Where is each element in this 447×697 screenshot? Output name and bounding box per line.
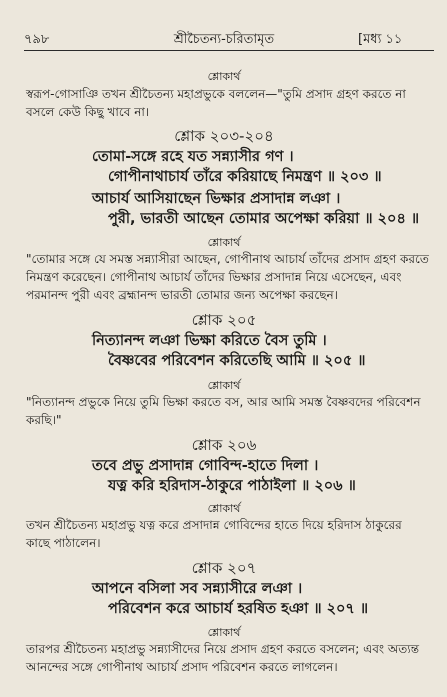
verse-title: শ্লোক ২০৩-২০৪ (174, 127, 274, 145)
verse-line: বৈষ্ণবের পরিবেশন করিতেছি আমি ॥ ২০৫ ॥ (108, 353, 366, 369)
translation-label: শ্লোকার্থ (207, 502, 241, 515)
translation-line: নিমন্ত্রণ করেছেন। গোপীনাথ আচার্য তাঁদের ভিক্ষার প্রসাদান্ন নিয়ে এসেছেন, এবং (26, 270, 402, 284)
translation-line: কাছে পাঠালেন। (26, 536, 101, 550)
translation-line: তখন শ্রীচৈতন্য মহাপ্রভু যত্ন করে প্রসাদান্ন গোবিন্দের হাতে দিয়ে হরিদাস ঠাকুরের (26, 518, 402, 532)
translation-line: স্বরূপ-গোসাঞি তখন শ্রীচৈতন্য মহাপ্রভুকে বললেন—"তুমি প্রসাদ গ্রহণ করতে না (26, 87, 406, 101)
book-title: শ্রীচৈতন্য-চরিতামৃত (173, 32, 275, 47)
verse-line: পুরী, ভারতী আছেন তোমার অপেক্ষা করিয়া ॥ ২০৪ ॥ (108, 211, 420, 227)
translation-label: শ্লোকার্থ (207, 626, 241, 639)
section-marker: [মধ্য ১১ (358, 32, 403, 47)
verse-line: আচার্য আসিয়াছেন ভিক্ষার প্রসাদান্ন লঞা । (92, 191, 341, 207)
verse-line: তোমা-সঙ্গে রহে যত সন্ন্যাসীর গণ । (92, 149, 294, 165)
verse-line: নিত্যানন্দ লঞা ভিক্ষা করিতে বৈস তুমি । (92, 333, 327, 349)
translation-line: করছি।" (26, 413, 62, 427)
verse-line: তবে প্রভু প্রসাদান্ন গোবিন্দ-হাতে দিলা । (92, 458, 319, 474)
translation-line: পরমানন্দ পুরী এবং ব্রহ্মানন্দ ভারতী তোমার জন্য অপেক্ষা করছেন। (26, 288, 338, 302)
verse-title: শ্লোক ২০৭ (191, 559, 257, 577)
translation-line: তারপর শ্রীচৈতন্য মহাপ্রভু সন্ন্যাসীদের নিয়ে প্রসাদ গ্রহণ করতে বসলেন; এবং অত্যন্ত (26, 642, 420, 656)
verse-title: শ্লোক ২০৫ (191, 311, 257, 329)
verse-line: পরিবেশন করে আচার্য হরষিত হঞা ॥ ২০৭ ॥ (108, 601, 369, 617)
translation-line: "নিত্যানন্দ প্রভুকে নিয়ে তুমি ভিক্ষা করতে বস, আর আমি সমস্ত বৈষ্ণবদের পরিবেশন (26, 395, 421, 409)
header-rule (24, 50, 434, 51)
translation-line: "তোমার সঙ্গে যে সমস্ত সন্ন্যাসীরা আছেন, গোপীনাথ আচার্য তাঁদের প্রসাদ গ্রহণ করতে (26, 252, 429, 266)
verse-line: যত্ন করি হরিদাস-ঠাকুরে পাঠাইলা ॥ ২০৬ ॥ (108, 478, 356, 494)
translation-label: শ্লোকার্থ (207, 379, 241, 392)
verse-line: গোপীনাথাচার্য তাঁরে করিয়াছে নিমন্ত্রণ ॥ ২০৩ ॥ (108, 169, 382, 185)
translation-line: আনন্দের সঙ্গে গোপীনাথ আচার্য প্রসাদ পরিবেশন করতে লাগলেন। (26, 660, 338, 674)
translation-label: শ্লোকার্থ (207, 70, 241, 83)
translation-label: শ্লোকার্থ (207, 236, 241, 249)
page-number: ৭৯৮ (24, 32, 50, 47)
verse-title: শ্লোক ২০৬ (191, 436, 257, 454)
translation-line: বসলে কেউ কিছু খাবে না। (26, 105, 150, 119)
verse-line: আপনে বসিলা সব সন্ন্যাসীরে লঞা । (92, 581, 303, 597)
